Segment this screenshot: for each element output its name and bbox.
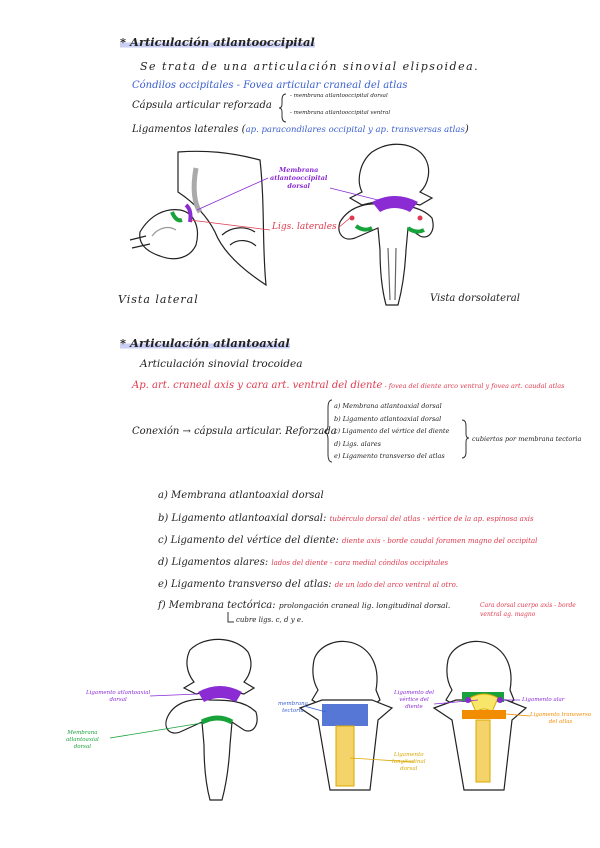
label-lig-vertice (394, 690, 434, 711)
leader-bottom-membrana (110, 722, 208, 738)
label-tectoria-l1: membrana (278, 701, 308, 707)
label-membrana-tectoria (278, 701, 308, 715)
label-lig-longitudinal (392, 752, 426, 773)
fig-label-membrane-line2: atlantooccipital (270, 174, 328, 182)
connection-item-b: b) Ligamento atlantoaxial dorsal (334, 414, 442, 423)
label-lig-atlantoaxial-l1: Ligamento atlantoaxial (86, 690, 151, 696)
label-vertice-l2: vértice del (399, 697, 429, 703)
connection-label: Conexión → cápsula articular. Reforzada (132, 426, 337, 437)
list-item-c (158, 535, 537, 546)
section1-line1: Se trata de una articulación sinovial elipsoidea. (140, 60, 480, 73)
ligaments-line (132, 124, 469, 135)
connection-item-d: d) Ligs. alares (334, 439, 381, 448)
section2-line2-end: - fovea del diente arco ventral y fovea art. caudal atlas (382, 382, 565, 390)
label-lig-atlantoaxial-l2: dorsal (109, 697, 127, 703)
list-item-f-label: f) Membrana tectórica: (158, 600, 276, 611)
fig-label-membrane-line1: Membrana (279, 166, 319, 174)
ligament-dot-right (418, 216, 423, 221)
label-longitudinal-l2: longitudinal (392, 759, 426, 765)
label-vertice-l3: diente (405, 704, 423, 710)
label-lig-alar: Ligamento alar (522, 697, 565, 703)
capsule-item-1: - membrana atlantooccipital dorsal (290, 93, 388, 99)
capsule-item-2: - membrana atlantooccipital ventral (290, 110, 391, 116)
label-tectoria-l2: tectoria (282, 708, 304, 714)
fig-label-membrane-line3: dorsal (287, 182, 311, 190)
list-item-d (158, 557, 448, 568)
label-membrana-atlantoaxial (66, 730, 99, 751)
label-transverso-l1: Ligamento transverso (530, 712, 592, 718)
bottom3-transverse-ligament (462, 710, 506, 719)
label-longitudinal-l3: dorsal (400, 766, 418, 772)
leader-bottom-lig-atlantoaxial (150, 694, 198, 696)
list-item-c-label: c) Ligamento del vértice del diente: (158, 535, 339, 546)
lateral-view-drawing (130, 151, 266, 285)
ligaments-close: ) (464, 124, 469, 135)
bottom3-longitudinal (476, 720, 490, 782)
ligament-dot-left (350, 216, 355, 221)
label-membrana-l1: Membrana (67, 730, 98, 736)
fig-label-membrane (270, 166, 327, 190)
list-item-d-detail: lados del diente - cara medial cóndilos occipitales (271, 559, 449, 567)
connection-item-e: e) Ligamento transverso del atlas (334, 452, 445, 460)
list-item-b (158, 513, 534, 524)
connection-item-a: a) Membrana atlantoaxial dorsal (334, 402, 442, 410)
list-item-f-mid: prolongación craneal lig. longitudinal dorsal. (278, 601, 451, 610)
list-item-d-label: d) Ligamentos alares: (158, 557, 269, 568)
label-membrana-l2: atlantoaxial (66, 737, 99, 743)
bottom2-tectorial-membrane (322, 704, 368, 726)
bottom3-alar-left (465, 697, 471, 703)
caption-lateral: Vista lateral (118, 293, 199, 306)
covered-note: cubiertos por membrana tectoria (472, 435, 582, 443)
label-longitudinal-l1: Ligamento (393, 752, 424, 758)
list-item-f-end: Cara dorsal cuerpo axis - borde ventral ag. magno (480, 602, 576, 618)
section2-title: * Articulación atlantoaxial (120, 336, 290, 350)
caption-dorsolateral: Vista dorsolateral (430, 293, 520, 304)
list-item-f-note: cubre ligs. c, d y e. (236, 616, 304, 624)
connection-item-c: c) Ligamento del vértice del diente (334, 427, 450, 435)
list-item-b-detail: tubérculo dorsal del atlas - vértice de la ap. espinosa axis (329, 515, 534, 523)
section2-line2 (132, 380, 564, 391)
label-membrana-l3: dorsal (73, 744, 92, 750)
covered-brace (462, 420, 469, 458)
capsule-label: Cápsula articular reforzada (132, 100, 272, 111)
list-item-c-detail: diente axis - borde caudal foramen magno del occipital (342, 537, 538, 545)
list-item-b-label: b) Ligamento atlantoaxial dorsal: (158, 513, 327, 524)
section1-title: * Articulación atlantooccipital (120, 35, 315, 49)
connection-items (334, 400, 449, 463)
list-item-a (158, 490, 324, 501)
section1-line2: Cóndilos occipitales - Fovea articular craneal del atlas (132, 80, 408, 91)
label-lig-atlantoaxial (86, 690, 150, 704)
label-transverso-l2: del atlas (548, 719, 573, 725)
capsule-brace (279, 94, 286, 122)
list-item-e-detail: de un lado del arco ventral al otro. (334, 581, 458, 589)
ligaments-text: ap. paracondilares occipital y ap. transversas atlas (245, 125, 465, 135)
label-vertice-l1: Ligamento del (394, 690, 435, 696)
fig-label-ligs: Ligs. laterales (272, 222, 337, 232)
list-item-a-label: a) Membrana atlantoaxial dorsal (158, 490, 324, 501)
bottom2-longitudinal-ligament (336, 726, 354, 786)
list-item-e-label: e) Ligamento transverso del atlas: (158, 579, 332, 590)
list-item-f (158, 600, 450, 611)
label-lig-transverso (530, 712, 591, 726)
dorsolateral-view-drawing (339, 144, 433, 305)
list-item-e (158, 579, 458, 590)
section2-line2-start: Ap. art. craneal axis y cara art. ventral del diente (132, 380, 383, 391)
ligaments-label: Ligamentos laterales ( (132, 124, 246, 135)
note-arrow (228, 612, 234, 622)
section2-line1: Articulación sinovial trocoidea (140, 358, 303, 370)
